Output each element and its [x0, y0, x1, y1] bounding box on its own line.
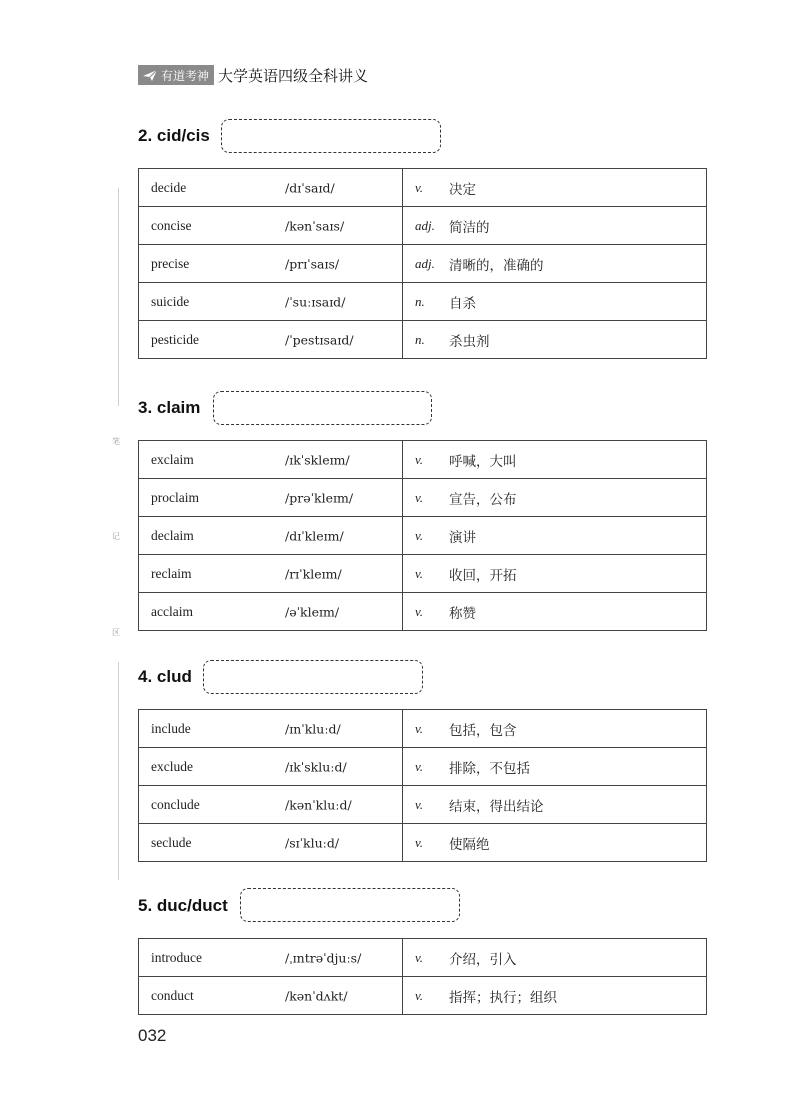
- phonetic: /əˈkleɪm/: [285, 604, 340, 619]
- word: introduce: [151, 949, 202, 965]
- paper-plane-icon: [142, 68, 158, 82]
- definition: 指挥；执行；组织: [449, 989, 557, 1006]
- word: pesticide: [151, 331, 199, 347]
- word: declaim: [151, 527, 194, 543]
- section-title: 2. cid/cis: [138, 126, 210, 145]
- book-title: 大学英语四级全科讲义: [218, 67, 369, 85]
- part-of-speech: adj.: [415, 255, 435, 271]
- vocab-table: [138, 168, 707, 359]
- vocab-table: [138, 938, 707, 1015]
- side-note-char: 记: [112, 532, 120, 541]
- margin-rule-bottom: [118, 662, 119, 880]
- definition: 使隔绝: [449, 836, 490, 853]
- phonetic: /kənˈkluːd/: [285, 797, 352, 812]
- page-number: 032: [138, 1026, 167, 1045]
- answer-box[interactable]: [213, 391, 432, 425]
- vocab-table: [138, 440, 707, 631]
- definition: 排除，不包括: [449, 760, 530, 777]
- table-row: [139, 283, 707, 321]
- part-of-speech: v.: [415, 758, 424, 774]
- phonetic: /ˌɪntrəˈdjuːs/: [285, 950, 362, 965]
- phonetic: /ɪkˈskluːd/: [285, 759, 347, 774]
- word: proclaim: [151, 489, 199, 505]
- definition: 宣告，公布: [449, 491, 517, 508]
- part-of-speech: v.: [415, 834, 424, 850]
- definition: 呼喊，大叫: [449, 453, 517, 470]
- table-row: [139, 169, 707, 207]
- table-row: [139, 207, 707, 245]
- phonetic: /ɪkˈskleɪm/: [285, 452, 350, 467]
- part-of-speech: v.: [415, 987, 424, 1003]
- brand-name: 有道考神: [161, 68, 210, 83]
- phonetic: /ˈpestɪsaɪd/: [285, 332, 354, 347]
- phonetic: /dɪˈsaɪd/: [285, 180, 335, 195]
- phonetic: /ˈsuːɪsaɪd/: [285, 294, 346, 309]
- phonetic: /kənˈsaɪs/: [285, 218, 345, 233]
- section-title: 5. duc/duct: [138, 896, 228, 915]
- word: seclude: [151, 834, 192, 850]
- word: exclude: [151, 758, 193, 774]
- word: conclude: [151, 796, 200, 812]
- section-title: 4. clud: [138, 667, 192, 686]
- definition: 结束，得出结论: [449, 798, 544, 815]
- phonetic: /rɪˈkleɪm/: [285, 566, 342, 581]
- definition: 演讲: [449, 529, 476, 546]
- table-row: [139, 245, 707, 283]
- answer-box[interactable]: [221, 119, 441, 153]
- part-of-speech: v.: [415, 527, 424, 543]
- table-row: [139, 748, 707, 786]
- side-note-char: 区: [112, 628, 120, 637]
- table-row: [139, 479, 707, 517]
- part-of-speech: v.: [415, 603, 424, 619]
- definition: 杀虫剂: [449, 333, 490, 350]
- vocab-table: [138, 709, 707, 862]
- part-of-speech: v.: [415, 949, 424, 965]
- running-header: [138, 64, 368, 86]
- word: reclaim: [151, 565, 192, 581]
- answer-box[interactable]: [203, 660, 423, 694]
- part-of-speech: n.: [415, 293, 425, 309]
- margin-rule-top: [118, 188, 119, 406]
- answer-box[interactable]: [240, 888, 460, 922]
- table-row: [139, 824, 707, 862]
- table-row: [139, 939, 707, 977]
- definition: 清晰的，准确的: [449, 257, 544, 274]
- side-note-char: 笔: [112, 437, 120, 446]
- table-row: [139, 441, 707, 479]
- definition: 称赞: [449, 605, 476, 622]
- definition: 决定: [449, 181, 476, 198]
- word: exclaim: [151, 451, 194, 467]
- table-row: [139, 555, 707, 593]
- definition: 包括，包含: [449, 722, 517, 739]
- table-row: [139, 977, 707, 1015]
- word: concise: [151, 217, 192, 233]
- part-of-speech: v.: [415, 489, 424, 505]
- part-of-speech: v.: [415, 720, 424, 736]
- phonetic: /dɪˈkleɪm/: [285, 528, 344, 543]
- table-row: [139, 321, 707, 359]
- brand-badge: [138, 65, 214, 85]
- part-of-speech: v.: [415, 179, 424, 195]
- phonetic: /sɪˈkluːd/: [285, 835, 340, 850]
- part-of-speech: v.: [415, 796, 424, 812]
- word: include: [151, 720, 191, 736]
- table-row: [139, 517, 707, 555]
- phonetic: /ɪnˈkluːd/: [285, 721, 341, 736]
- table-row: [139, 786, 707, 824]
- phonetic: /kənˈdʌkt/: [285, 988, 348, 1003]
- definition: 自杀: [449, 295, 476, 312]
- definition: 介绍，引入: [449, 951, 517, 968]
- word: acclaim: [151, 603, 193, 619]
- word: precise: [151, 255, 190, 271]
- definition: 收回，开拓: [449, 567, 517, 584]
- part-of-speech: adj.: [415, 217, 435, 233]
- word: conduct: [151, 987, 194, 1003]
- part-of-speech: n.: [415, 331, 425, 347]
- table-row: [139, 710, 707, 748]
- word: suicide: [151, 293, 190, 309]
- section-title: 3. claim: [138, 398, 201, 417]
- part-of-speech: v.: [415, 565, 424, 581]
- phonetic: /prɪˈsaɪs/: [285, 256, 340, 271]
- definition: 简洁的: [449, 219, 490, 236]
- phonetic: /prəˈkleɪm/: [285, 490, 354, 505]
- table-row: [139, 593, 707, 631]
- part-of-speech: v.: [415, 451, 424, 467]
- word: decide: [151, 179, 187, 195]
